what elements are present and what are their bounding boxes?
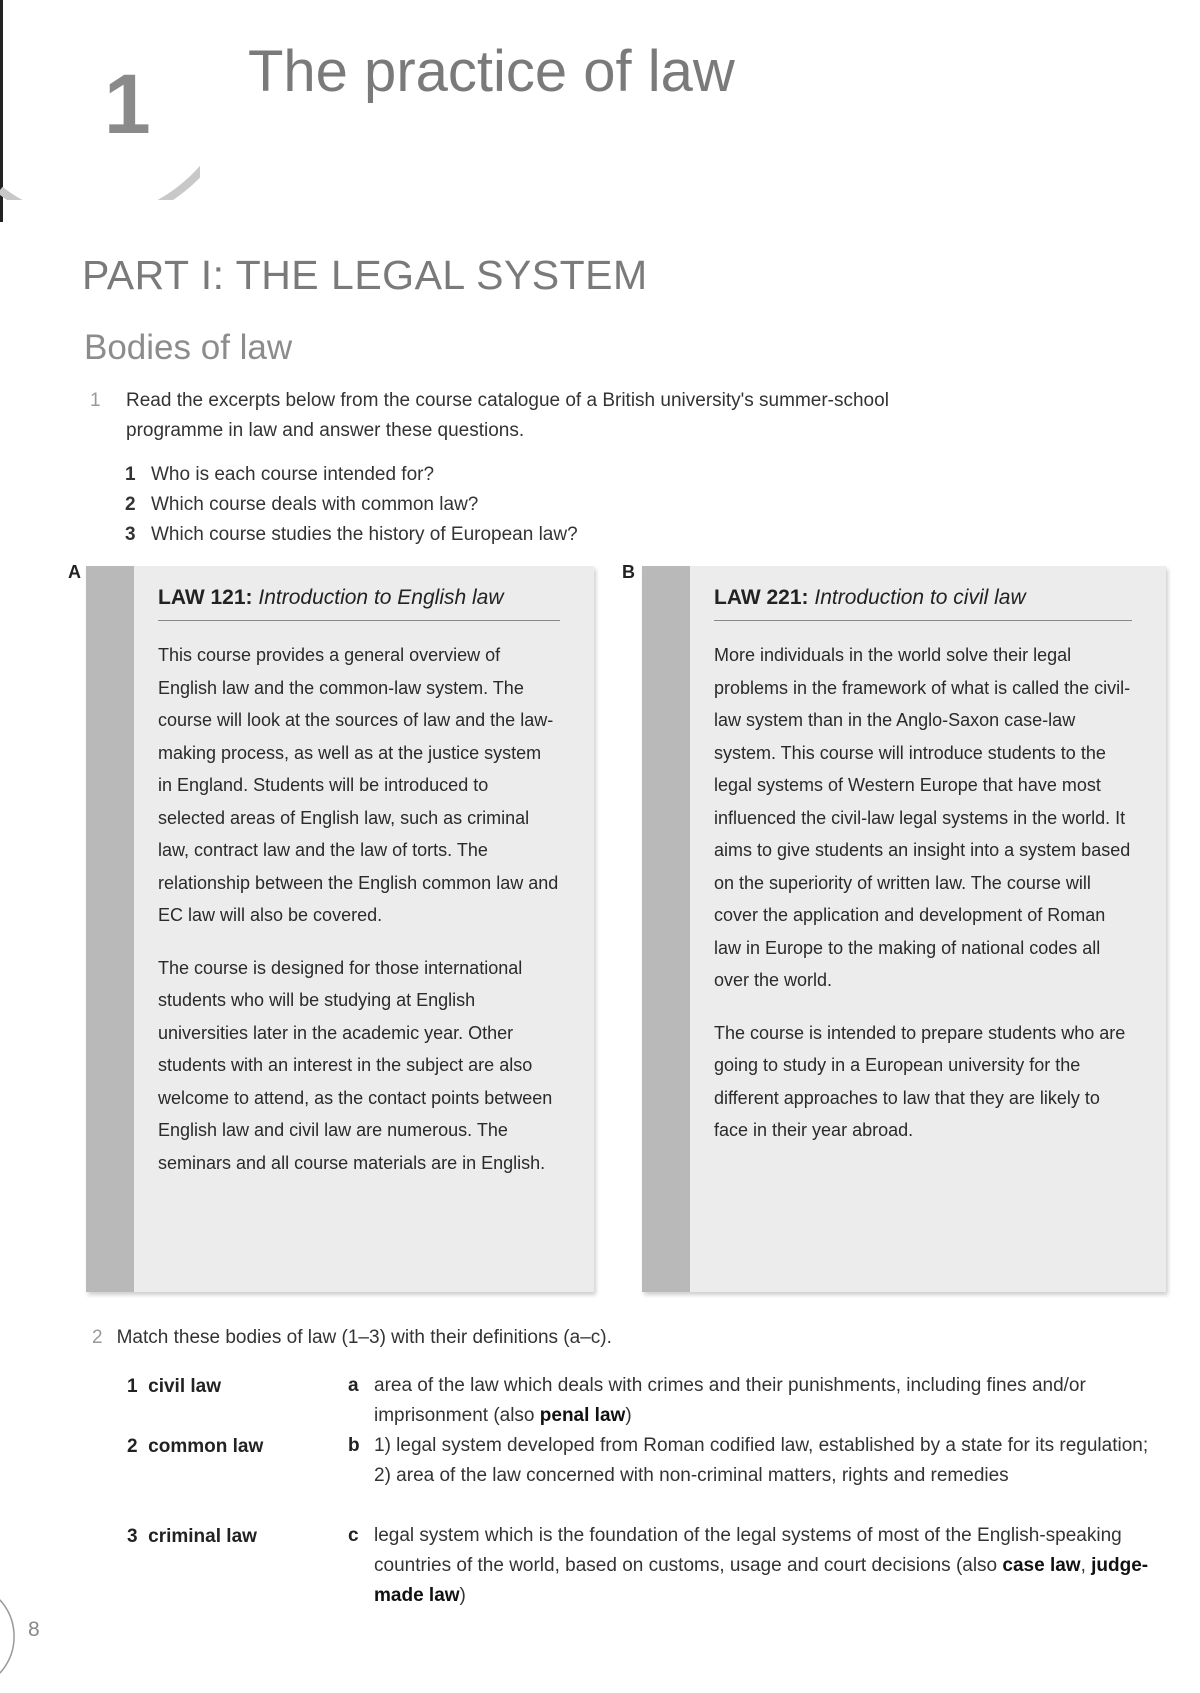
box-stripe xyxy=(642,566,690,1292)
course-paragraph: More individuals in the world solve their legal problems in the framework of what is called the civil-law system than in the Anglo-Saxon case-law system. This course will introduce students to the legal systems of Western Europe that have most influenced the civil-law legal systems in the world. It aims to give students an insight into a system based on the superiority of written law. The course will cover the application and development of Roman law in Europe to the making of national codes all over the world. xyxy=(714,645,1131,990)
term-item: 1 civil law xyxy=(127,1376,222,1397)
term-item: 2 common law xyxy=(127,1436,264,1457)
page-number-arc-decoration xyxy=(0,1580,50,1690)
box-b-letter: B xyxy=(622,562,635,582)
exercise-1-instruction: Read the excerpts below from the course catalogue of a British university's summer-school programme in law and answer these questions. xyxy=(126,390,889,441)
page-number: 8 xyxy=(28,1618,40,1641)
chapter-title: The practice of law xyxy=(248,39,735,104)
course-paragraph: The course is intended to prepare students who are going to study in a European university for the different approaches to law that they are likely to face in their year abroad. xyxy=(714,1022,1126,1140)
exercise-1 xyxy=(90,386,990,446)
term-item: 3 criminal law xyxy=(127,1526,257,1547)
question-item: 1 Who is each course intended for? xyxy=(125,464,435,485)
exercise-1-questions xyxy=(125,460,578,550)
question-item: 3 Which course studies the history of European law? xyxy=(125,524,578,545)
definition-item: a area of the law which deals with crimes and their punishments, including fines and/or imprisonment (also penal law) xyxy=(348,1375,1086,1426)
section-title: Bodies of law xyxy=(84,328,293,367)
course-box-a xyxy=(86,566,594,1292)
box-stripe xyxy=(86,566,134,1292)
definition-item: b 1) legal system developed from Roman codified law, established by a state for its regulation; 2) area of the law concerned with non-criminal matters, rights and remedies xyxy=(348,1435,1149,1486)
course-paragraph: This course provides a general overview of English law and the common-law system. The course will look at the sources of law and the law-making process, as well as at the justice system in England. Students will be introduced to selected areas of English law, such as criminal law, contract law and the law of torts. The relationship between the English common law and EC law will also be covered. xyxy=(158,645,559,925)
exercise-1-number: 1 xyxy=(90,390,101,411)
chapter-arc-decoration xyxy=(0,0,200,200)
part-title: PART I: THE LEGAL SYSTEM xyxy=(82,252,648,298)
box-a-letter: A xyxy=(68,562,81,582)
course-paragraph: The course is designed for those international students who will be studying at English universities later in the academic year. Other students with an interest in the subject are also welcome to attend, as the contact points between English law and civil law are numerous. The seminars and all course materials are in English. xyxy=(158,957,553,1173)
course-box-b xyxy=(642,566,1166,1292)
course-heading: LAW 221: Introduction to civil law xyxy=(714,586,1132,621)
course-heading: LAW 121: Introduction to English law xyxy=(158,586,560,621)
chapter-number: 1 xyxy=(104,57,151,151)
definition-item: c legal system which is the foundation of the legal systems of most of the English-speaking countries of the world, based on customs, usage and court decisions (also case law, judge-made law) xyxy=(348,1525,1149,1606)
exercise-2-instruction: 2 Match these bodies of law (1–3) with their definitions (a–c). xyxy=(92,1327,612,1348)
question-item: 2 Which course deals with common law? xyxy=(125,494,479,515)
